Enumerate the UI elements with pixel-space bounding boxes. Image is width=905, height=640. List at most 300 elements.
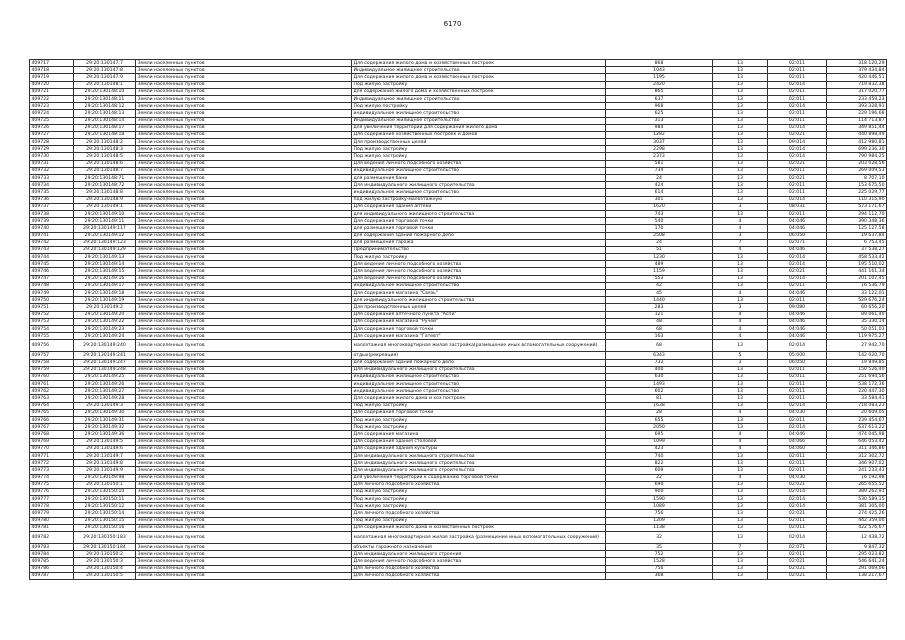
group-code: 13 [713, 503, 768, 510]
land-category: Земли населенных пунктов [136, 496, 352, 503]
activity-code: 02:021 [768, 572, 827, 579]
land-category: Земли населенных пунктов [136, 232, 352, 239]
activity-code: 04:046 [768, 311, 827, 318]
row-id: 409742 [30, 239, 74, 246]
row-id: 409770 [30, 445, 74, 452]
group-code: 4 [713, 318, 768, 325]
land-category: Земли населенных пунктов [136, 467, 352, 474]
area: 400 [606, 366, 713, 373]
cadastral-value: 573 171,67 [827, 203, 887, 210]
activity-code: 02:014 [768, 153, 827, 160]
table-row [30, 225, 887, 232]
activity-code: 02:014 [768, 496, 827, 503]
activity-code: 02:021 [768, 558, 827, 565]
activity-code: 04:046 [768, 290, 827, 297]
cadastral-number: 29:20:130150:16 [74, 524, 136, 531]
row-id: 409749 [30, 290, 74, 297]
table-row [30, 503, 887, 510]
cadastral-value: 529 676,24 [827, 297, 887, 304]
permitted-use: для увеличения территории для содержания жилого дома [352, 124, 606, 131]
table-row [30, 551, 887, 558]
row-id: 409760 [30, 373, 74, 380]
activity-code: 02:011 [768, 74, 827, 81]
group-code: 4 [713, 311, 768, 318]
land-category: Земли населенных пунктов [136, 359, 352, 366]
cadastral-value: 379 434,84 [827, 67, 887, 74]
land-category: Земли населенных пунктов [136, 88, 352, 95]
land-category: Земли населенных пунктов [136, 254, 352, 261]
activity-code: 04:066 [768, 438, 827, 445]
row-id: 409753 [30, 318, 74, 325]
row-id: 409778 [30, 503, 74, 510]
cadastral-value: 8 707,10 [827, 175, 887, 182]
table-row [30, 232, 887, 239]
land-category: Земли населенных пунктов [136, 366, 352, 373]
row-id: 409744 [30, 254, 74, 261]
row-id: 409766 [30, 417, 74, 424]
activity-code: 04:046 [768, 246, 827, 253]
group-code: 4 [713, 325, 768, 332]
activity-code: 02:011 [768, 117, 827, 124]
cadastral-value: 318 120,29 [827, 60, 887, 67]
cadastral-number: 29:20:130149:12 [74, 232, 136, 239]
cadastral-value: 412 980,81 [827, 139, 887, 146]
area: 756 [606, 510, 713, 517]
permitted-use: Для содержания жилого дома и хоз.построек [352, 395, 606, 402]
area: 2373 [606, 153, 713, 160]
cadastral-number: 29:20:130149:6 [74, 445, 136, 452]
permitted-use: Под жилую постройку [352, 103, 606, 110]
group-code: 13 [713, 496, 768, 503]
table-body [30, 60, 887, 580]
land-category: Земли населенных пунктов [136, 318, 352, 325]
land-category: Земли населенных пунктов [136, 103, 352, 110]
permitted-use: Для ведения личного подсобного хозяйства [352, 275, 606, 282]
table-row [30, 517, 887, 524]
area: 581 [606, 160, 713, 167]
land-category: Земли населенных пунктов [136, 565, 352, 572]
row-id: 409719 [30, 74, 74, 81]
cadastral-value: 220 447,30 [827, 388, 887, 395]
cadastral-number: 29:20:130149:15 [74, 268, 136, 275]
table-row [30, 510, 887, 517]
permitted-use: объекты гаражного назначения [352, 544, 606, 551]
table-row [30, 203, 887, 210]
cadastral-number: 29:20:130149:30 [74, 409, 136, 416]
row-id: 409737 [30, 203, 74, 210]
cadastral-number: 29:20:130149:247 [74, 359, 136, 366]
area: 734 [606, 167, 713, 174]
land-category: Земли населенных пунктов [136, 395, 352, 402]
cadastral-number: 29:20:130150:12 [74, 503, 136, 510]
permitted-use: Для содержания аптечного пункта "Аспи" [352, 311, 606, 318]
activity-code: 02:011 [768, 60, 827, 67]
row-id: 409756 [30, 340, 74, 352]
activity-code: 02:011 [768, 167, 827, 174]
cadastral-number: 29:20:130149:1 [74, 203, 136, 210]
table-row [30, 558, 887, 565]
cadastral-value: 265 655,52 [827, 481, 887, 488]
permitted-use: индивидуальное жилищное строительство [352, 110, 606, 117]
area: 24 [606, 239, 713, 246]
cadastral-number: 29:20:130150:183 [74, 532, 136, 544]
permitted-use: Для ведения личного подсобного хозяйства [352, 261, 606, 268]
table-row [30, 318, 887, 325]
cadastral-number: 29:20:130150:3 [74, 558, 136, 565]
table-row [30, 572, 887, 579]
cadastral-value: 474 045,98 [827, 431, 887, 438]
area: 637 [606, 95, 713, 102]
land-category: Земли населенных пунктов [136, 218, 352, 225]
cadastral-value: 699 236,30 [827, 146, 887, 153]
land-category: Земли населенных пунктов [136, 153, 352, 160]
row-id: 409721 [30, 88, 74, 95]
table-row [30, 88, 887, 95]
area: 756 [606, 565, 713, 572]
group-code: 13 [713, 572, 768, 579]
permitted-use: Для содержания магазина [352, 431, 606, 438]
cadastral-number: 29:20:130149:23 [74, 325, 136, 332]
cadastral-value: 294 112,70 [827, 210, 887, 217]
group-code: 13 [713, 517, 768, 524]
area: 32 [606, 532, 713, 544]
table-row [30, 60, 887, 67]
permitted-use: для содержания здания пожарного депо [352, 232, 606, 239]
cadastral-value: 50 051,03 [827, 325, 887, 332]
permitted-use: отдых(рекреация) [352, 352, 606, 359]
permitted-use: Под жилую застройку [352, 254, 606, 261]
group-code: 13 [713, 460, 768, 467]
cadastral-value: 110 315,90 [827, 196, 887, 203]
area: 2298 [606, 146, 713, 153]
cadastral-value: 37 538,27 [827, 246, 887, 253]
permitted-use: Под жилую застройку [352, 503, 606, 510]
permitted-use: Для содержания хозяйственных построек и домов [352, 131, 606, 138]
group-code: 13 [713, 103, 768, 110]
land-category: Земли населенных пунктов [136, 424, 352, 431]
cadastral-number: 29:20:130149:2 [74, 304, 136, 311]
permitted-use: для индивидуального жилищного строительства [352, 210, 606, 217]
land-category: Земли населенных пунктов [136, 203, 352, 210]
permitted-use: Индивидуальное жилищное строительство [352, 95, 606, 102]
cadastral-value: 9 847,32 [827, 544, 887, 551]
row-id: 409757 [30, 352, 74, 359]
table-row [30, 117, 887, 124]
group-code: 13 [713, 340, 768, 352]
permitted-use: Под жилую застройку [352, 488, 606, 495]
cadastral-number: 29:20:130150:14 [74, 510, 136, 517]
row-id: 409763 [30, 395, 74, 402]
group-code: 13 [713, 388, 768, 395]
row-id: 409777 [30, 496, 74, 503]
page-number: 6170 [443, 20, 462, 28]
group-code: 13 [713, 110, 768, 117]
area: 35 [606, 544, 713, 551]
row-id: 409718 [30, 67, 74, 74]
land-category: Земли населенных пунктов [136, 460, 352, 467]
cadastral-number: 29:20:130148:1 [74, 81, 136, 88]
row-id: 409761 [30, 381, 74, 388]
table-row [30, 431, 887, 438]
cadastral-value: 422 576,67 [827, 524, 887, 531]
row-id: 409728 [30, 139, 74, 146]
cadastral-number: 29:20:130149:5 [74, 438, 136, 445]
cadastral-value: 203 028,56 [827, 160, 887, 167]
row-id: 409784 [30, 551, 74, 558]
group-code: 13 [713, 275, 768, 282]
area: 1638 [606, 402, 713, 409]
table-row [30, 532, 887, 544]
row-id: 409735 [30, 189, 74, 196]
table-row [30, 218, 887, 225]
land-category: Земли населенных пунктов [136, 74, 352, 81]
cadastral-value: 201 107,45 [827, 275, 887, 282]
cadastral-number: 29:20:130148:13 [74, 110, 136, 117]
land-category: Земли населенных пунктов [136, 452, 352, 459]
activity-code: 02:011 [768, 95, 827, 102]
permitted-use: Под жилую застройку [352, 81, 606, 88]
group-code: 13 [713, 467, 768, 474]
area: 1528 [606, 558, 713, 565]
land-category: Земли населенных пунктов [136, 167, 352, 174]
land-category: Земли населенных пунктов [136, 131, 352, 138]
row-id: 409787 [30, 572, 74, 579]
row-id: 409755 [30, 333, 74, 340]
area: 423 [606, 445, 713, 452]
cadastral-value: 33 584,41 [827, 395, 887, 402]
activity-code: 02:014 [768, 81, 827, 88]
land-category: Земли населенных пунктов [136, 381, 352, 388]
permitted-use: Для содержания магазина "Связь" [352, 290, 606, 297]
permitted-use: Для ведения личного подсобного хозяйства [352, 160, 606, 167]
activity-code: 04:046 [768, 333, 827, 340]
activity-code: 02:011 [768, 182, 827, 189]
land-category: Земли населенных пунктов [136, 210, 352, 217]
area: 690 [606, 481, 713, 488]
activity-code: 04:030 [768, 474, 827, 481]
cadastral-number: 29:20:130148:12 [74, 103, 136, 110]
area: 968 [606, 103, 713, 110]
cadastral-value: 16 536,79 [827, 282, 887, 289]
group-code: 13 [713, 182, 768, 189]
activity-code: 04:046 [768, 431, 827, 438]
table-row [30, 95, 887, 102]
land-category: Земли населенных пунктов [136, 124, 352, 131]
land-category: Земли населенных пунктов [136, 409, 352, 416]
area: 868 [606, 60, 713, 67]
group-code: 13 [713, 124, 768, 131]
group-code: 13 [713, 261, 768, 268]
group-code: 13 [713, 402, 768, 409]
cadastral-value: 637 613,22 [827, 424, 887, 431]
group-code: 13 [713, 139, 768, 146]
table-row [30, 340, 887, 352]
table-row [30, 261, 887, 268]
area: 984 [606, 124, 713, 131]
area: 1620 [606, 203, 713, 210]
area: 695 [606, 431, 713, 438]
cadastral-value: 790 984,25 [827, 153, 887, 160]
group-code: 13 [713, 452, 768, 459]
area: 28 [606, 409, 713, 416]
group-code: 13 [713, 88, 768, 95]
cadastral-value: 19 637,84 [827, 232, 887, 239]
land-category: Земли населенных пунктов [136, 95, 352, 102]
permitted-use: Индивидуальное жилищное строительство [352, 117, 606, 124]
permitted-use: для увеличения территории к содержанию торговой точки [352, 474, 606, 481]
land-category: Земли населенных пунктов [136, 558, 352, 565]
cadastral-number: 29:20:130149:28 [74, 395, 136, 402]
row-id: 409758 [30, 359, 74, 366]
row-id: 409722 [30, 95, 74, 102]
activity-code: 02:014 [768, 488, 827, 495]
cadastral-number: 29:20:130149:240 [74, 340, 136, 352]
row-id: 409780 [30, 517, 74, 524]
activity-code: 02:021 [768, 481, 827, 488]
group-code: 3 [713, 232, 768, 239]
row-id: 409774 [30, 474, 74, 481]
cadastral-value: 12 438,72 [827, 532, 887, 544]
row-id: 409727 [30, 131, 74, 138]
cadastral-number: 29:20:130149:20 [74, 311, 136, 318]
table-row [30, 496, 887, 503]
cadastral-value: 311 346,86 [827, 445, 887, 452]
activity-code: 05:000 [768, 352, 827, 359]
group-code: 13 [713, 95, 768, 102]
row-id: 409720 [30, 81, 74, 88]
land-category: Земли населенных пунктов [136, 160, 352, 167]
activity-code: 09:014 [768, 139, 827, 146]
activity-code: 02:014 [768, 261, 827, 268]
activity-code: 02:014 [768, 146, 827, 153]
area: 1099 [606, 438, 713, 445]
cadastral-number: 29:20:130150:2 [74, 551, 136, 558]
land-category: Земли населенных пунктов [136, 333, 352, 340]
cadastral-number: 29:20:130150:10 [74, 488, 136, 495]
land-category: Земли населенных пунктов [136, 551, 352, 558]
table-row [30, 417, 887, 424]
group-code: 7 [713, 544, 768, 551]
permitted-use: Для индивидуального жилищного строения [352, 551, 606, 558]
activity-code: 02:011 [768, 417, 827, 424]
cadastral-number: 29:20:130149:11 [74, 218, 136, 225]
permitted-use: малоэтажная многоквартирная жилая застройка(размещение иных вспомогательных сооружений) [352, 340, 606, 352]
cadastral-number: 29:20:130148:72 [74, 182, 136, 189]
cadastral-number: 29:20:130149:31 [74, 417, 136, 424]
group-code: 4 [713, 474, 768, 481]
group-code: 4 [713, 246, 768, 253]
activity-code: 02:011 [768, 189, 827, 196]
row-id: 409740 [30, 225, 74, 232]
table-row [30, 67, 887, 74]
land-category: Земли населенных пунктов [136, 268, 352, 275]
cadastral-number: 29:20:130149:24 [74, 333, 136, 340]
table-row [30, 239, 887, 246]
table-row [30, 352, 887, 359]
cadastral-value: 60 656,20 [827, 304, 887, 311]
area: 489 [606, 261, 713, 268]
table-row [30, 153, 887, 160]
group-code: 3 [713, 203, 768, 210]
permitted-use: Для содержания здания аптеки [352, 203, 606, 210]
row-id: 409736 [30, 196, 74, 203]
table-row [30, 275, 887, 282]
cadastral-value: 6 753,45 [827, 239, 887, 246]
cadastral-number: 29:20:130147:8 [74, 67, 136, 74]
cadastral-number: 29:20:130149:16 [74, 275, 136, 282]
group-code: 13 [713, 282, 768, 289]
activity-code: 02:011 [768, 110, 827, 117]
permitted-use: индивидуальное жилищное строительство [352, 388, 606, 395]
cadastral-value: 269 009,53 [827, 167, 887, 174]
cadastral-value: 274 425,26 [827, 510, 887, 517]
table-row [30, 445, 887, 452]
area: 1159 [606, 268, 713, 275]
table-row [30, 366, 887, 373]
cadastral-number: 29:20:130148:3 [74, 146, 136, 153]
area: 630 [606, 373, 713, 380]
area: 614 [606, 189, 713, 196]
cadastral-number: 29:20:130149:129 [74, 246, 136, 253]
activity-code: 02:014 [768, 503, 827, 510]
cadastral-number: 29:20:130149:25 [74, 373, 136, 380]
area: 1138 [606, 524, 713, 531]
table-row [30, 474, 887, 481]
area: 1195 [606, 74, 713, 81]
permitted-use: для содержания жилого дома и хозяйственных построек [352, 88, 606, 95]
land-category: Земли населенных пунктов [136, 60, 352, 67]
cadastral-value: 138 217,67 [827, 572, 887, 579]
cadastral-number: 29:20:130148:6 [74, 160, 136, 167]
cadastral-number: 29:20:130149:14 [74, 261, 136, 268]
activity-code: 02:021 [768, 268, 827, 275]
table-row [30, 124, 887, 131]
group-code: 13 [713, 551, 768, 558]
land-category: Земли населенных пунктов [136, 189, 352, 196]
area: 368 [606, 572, 713, 579]
cadastral-number: 29:20:130149:248 [74, 366, 136, 373]
row-id: 409754 [30, 325, 74, 332]
area: 540 [606, 218, 713, 225]
land-category: Земли населенных пунктов [136, 110, 352, 117]
activity-code: 04:046 [768, 325, 827, 332]
permitted-use: Для содержания жилого дома и хозяйственных построек [352, 60, 606, 67]
cadastral-number: 29:20:130147:9 [74, 74, 136, 81]
area: 170 [606, 225, 713, 232]
cadastral-value: 458 533,42 [827, 254, 887, 261]
table-row [30, 544, 887, 551]
permitted-use: Под жилую застройку [352, 402, 606, 409]
cadastral-number: 29:20:130149:22 [74, 318, 136, 325]
permitted-use: для индивидуального жилищного строительства [352, 297, 606, 304]
area: 48 [606, 318, 713, 325]
permitted-use: Для индивидуального жилищного строительства [352, 460, 606, 467]
activity-code: 04:046 [768, 218, 827, 225]
cadastral-value: 718 083,23 [827, 402, 887, 409]
row-id: 409785 [30, 558, 74, 565]
activity-code: 02:014 [768, 103, 827, 110]
area: 865 [606, 88, 713, 95]
area: 822 [606, 460, 713, 467]
cadastral-number: 29:20:130149:7 [74, 452, 136, 459]
cadastral-value: 393 328,91 [827, 103, 887, 110]
cadastral-number: 29:20:130149:19 [74, 297, 136, 304]
activity-code: 02:011 [768, 467, 827, 474]
area: 42 [606, 282, 713, 289]
cadastral-number: 29:20:130148:14 [74, 117, 136, 124]
group-code: 13 [713, 381, 768, 388]
cadastral-value: 346 907,02 [827, 460, 887, 467]
